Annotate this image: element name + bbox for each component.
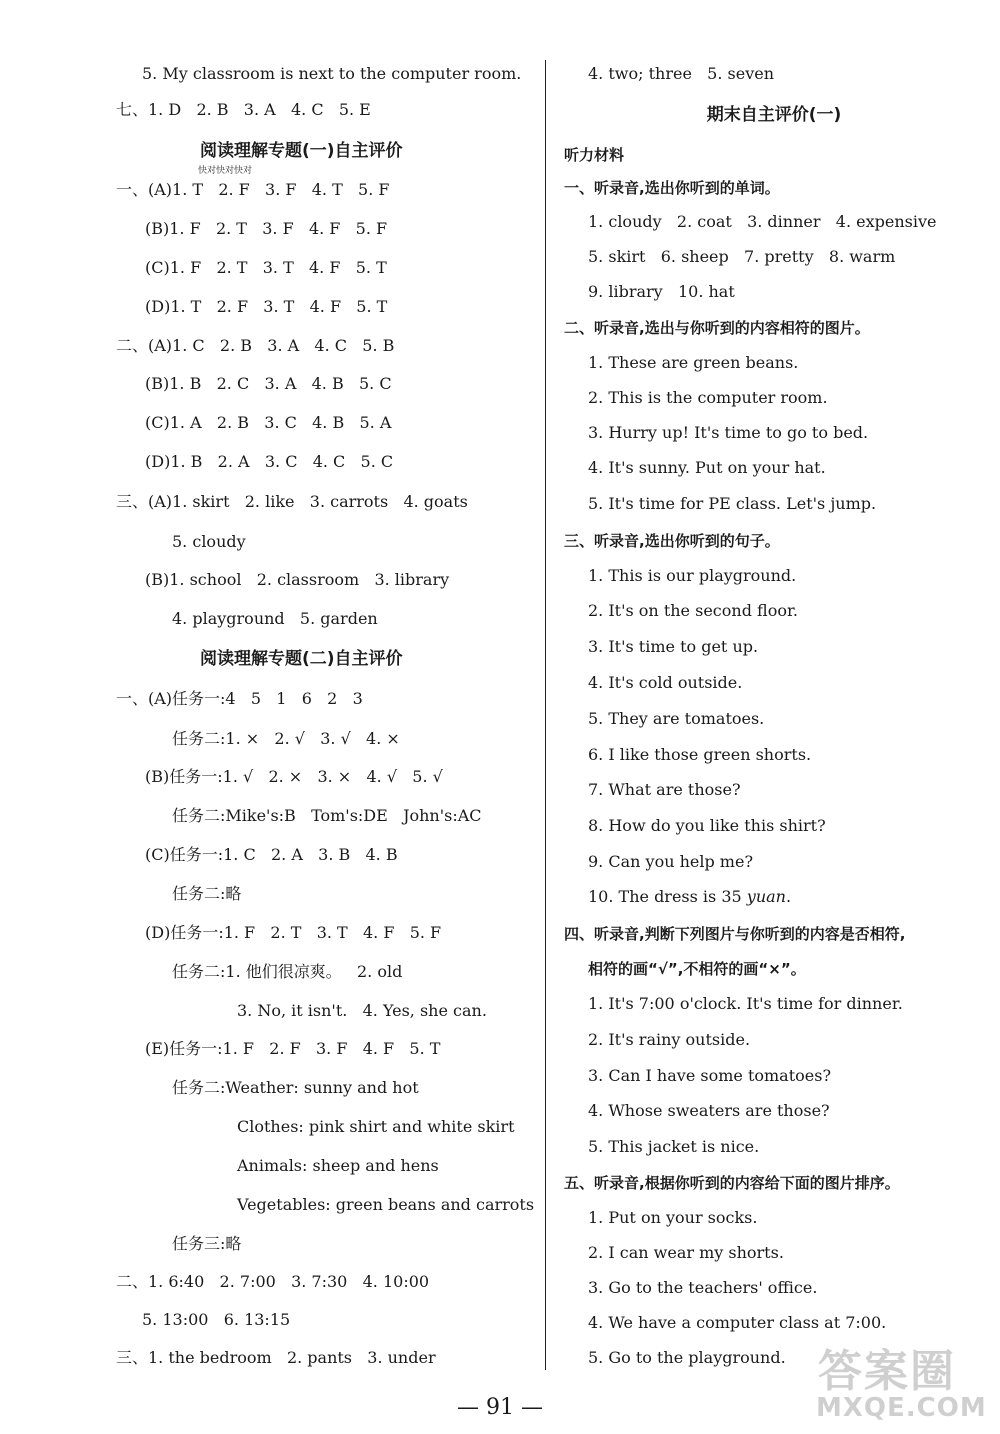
answer-line: 3. No, it isn't. 4. Yes, she can.: [237, 1001, 487, 1020]
answer-line: 5. cloudy: [172, 532, 246, 551]
answer-line: 一、(A)任务一:4 5 1 6 2 3: [116, 689, 363, 708]
italic-word: yuan: [746, 887, 786, 906]
question-heading: 二、听录音,选出与你听到的内容相符的图片。: [564, 319, 870, 337]
answer-line: (E)任务一:1. F 2. F 3. F 4. F 5. T: [145, 1039, 441, 1058]
watermark-text: 答案圈: [818, 1346, 956, 1397]
answer-line: 任务二:略: [172, 884, 242, 903]
transcript-line: 2. I can wear my shorts.: [588, 1243, 784, 1262]
transcript-text: 10. The dress is 35: [588, 887, 747, 906]
transcript-line: 1. Put on your socks.: [588, 1208, 758, 1227]
answer-line: Animals: sheep and hens: [237, 1156, 439, 1175]
transcript-line: 4. It's sunny. Put on your hat.: [588, 458, 826, 477]
transcript-line: 5. It's time for PE class. Let's jump.: [588, 494, 877, 513]
answer-line: (B)1. B 2. C 3. A 4. B 5. C: [145, 374, 392, 393]
answer-line: (C)1. F 2. T 3. T 4. F 5. T: [145, 258, 387, 277]
answer-line: (B)1. F 2. T 3. F 4. F 5. F: [145, 219, 388, 238]
answer-line: (D)任务一:1. F 2. T 3. T 4. F 5. F: [145, 923, 442, 942]
answer-line: Vegetables: green beans and carrots: [237, 1195, 535, 1214]
question-heading: 三、听录音,选出你听到的句子。: [564, 532, 780, 550]
transcript-line: 8. How do you like this shirt?: [588, 816, 826, 835]
answer-line: (D)1. B 2. A 3. C 4. C 5. C: [145, 452, 394, 471]
transcript-line: 5. They are tomatoes.: [588, 709, 765, 728]
answer-line: 任务二:Weather: sunny and hot: [172, 1078, 419, 1097]
transcript-line: 1. These are green beans.: [588, 353, 799, 372]
transcript-line: 5. Go to the playground.: [588, 1348, 786, 1367]
answer-line: 5. My classroom is next to the computer room.: [142, 64, 522, 83]
answer-line: 一、(A)1. T 2. F 3. F 4. T 5. F: [116, 180, 390, 199]
section-heading: 阅读理解专题(二)自主评价: [200, 649, 403, 669]
transcript-line: 4. It's cold outside.: [588, 673, 743, 692]
transcript-line: 2. It's on the second floor.: [588, 601, 798, 620]
watermark-logo: [808, 1335, 998, 1430]
transcript-line: 4. We have a computer class at 7:00.: [588, 1313, 887, 1332]
transcript-line: 9. library 10. hat: [588, 282, 735, 301]
subheading: 听力材料: [564, 146, 625, 164]
transcript-line: 3. Can I have some tomatoes?: [588, 1066, 832, 1085]
answer-line: 任务二:1. × 2. √ 3. √ 4. ×: [172, 729, 400, 748]
transcript-line: [588, 887, 791, 907]
section-heading: 期末自主评价(一): [706, 105, 842, 125]
answer-line: 任务三:略: [172, 1234, 242, 1253]
answer-line: (B)1. school 2. classroom 3. library: [145, 570, 450, 589]
answer-line: 4. two; three 5. seven: [588, 64, 775, 83]
transcript-line: 1. It's 7:00 o'clock. It's time for dinner.: [588, 994, 903, 1013]
question-heading: 相符的画“√”,不相符的画“×”。: [588, 960, 806, 978]
transcript-line: 2. This is the computer room.: [588, 388, 828, 407]
transcript-line: 3. It's time to get up.: [588, 637, 759, 656]
transcript-line: 3. Hurry up! It's time to go to bed.: [588, 423, 869, 442]
question-heading: 五、听录音,根据你听到的内容给下面的图片排序。: [564, 1174, 900, 1192]
answer-line: 三、(A)1. skirt 2. like 3. carrots 4. goats: [116, 492, 468, 511]
transcript-line: 1. cloudy 2. coat 3. dinner 4. expensive: [588, 212, 937, 231]
transcript-line: 6. I like those green shorts.: [588, 745, 812, 764]
section-heading: 阅读理解专题(一)自主评价: [200, 141, 403, 161]
page-number: — 91 —: [457, 1395, 543, 1420]
transcript-line: 7. What are those?: [588, 780, 741, 799]
answer-line: 二、(A)1. C 2. B 3. A 4. C 5. B: [116, 336, 395, 355]
transcript-line: 3. Go to the teachers' office.: [588, 1278, 818, 1297]
answer-line: 七、1. D 2. B 3. A 4. C 5. E: [116, 100, 371, 119]
transcript-line: 1. This is our playground.: [588, 566, 797, 585]
transcript-text: .: [785, 887, 792, 906]
answer-line: (B)任务一:1. √ 2. × 3. × 4. √ 5. √: [145, 767, 443, 786]
transcript-line: 5. This jacket is nice.: [588, 1137, 760, 1156]
answer-line: 5. 13:00 6. 13:15: [142, 1310, 291, 1329]
transcript-line: 5. skirt 6. sheep 7. pretty 8. warm: [588, 247, 896, 266]
answer-line: 任务二:1. 他们很凉爽。 2. old: [172, 962, 403, 981]
answer-line: (C)任务一:1. C 2. A 3. B 4. B: [145, 845, 398, 864]
answer-line: 4. playground 5. garden: [172, 609, 378, 628]
answer-line: 三、1. the bedroom 2. pants 3. under: [116, 1348, 436, 1367]
handwritten-scribble: 快对快对快对: [198, 166, 253, 176]
question-heading: 一、听录音,选出你听到的单词。: [564, 179, 780, 197]
answer-line: Clothes: pink shirt and white skirt: [237, 1117, 515, 1136]
answer-line: 二、1. 6:40 2. 7:00 3. 7:30 4. 10:00: [116, 1272, 430, 1291]
question-heading: 四、听录音,判断下列图片与你听到的内容是否相符,: [564, 925, 906, 943]
answer-line: (C)1. A 2. B 3. C 4. B 5. A: [145, 413, 392, 432]
transcript-line: 2. It's rainy outside.: [588, 1030, 751, 1049]
transcript-line: 9. Can you help me?: [588, 852, 754, 871]
transcript-line: 4. Whose sweaters are those?: [588, 1101, 830, 1120]
answer-line: (D)1. T 2. F 3. T 4. F 5. T: [145, 297, 388, 316]
answer-line: 任务二:Mike's:B Tom's:DE John's:AC: [172, 806, 482, 825]
watermark-url: MXQE.COM: [816, 1393, 987, 1423]
column-divider: [545, 60, 546, 1370]
